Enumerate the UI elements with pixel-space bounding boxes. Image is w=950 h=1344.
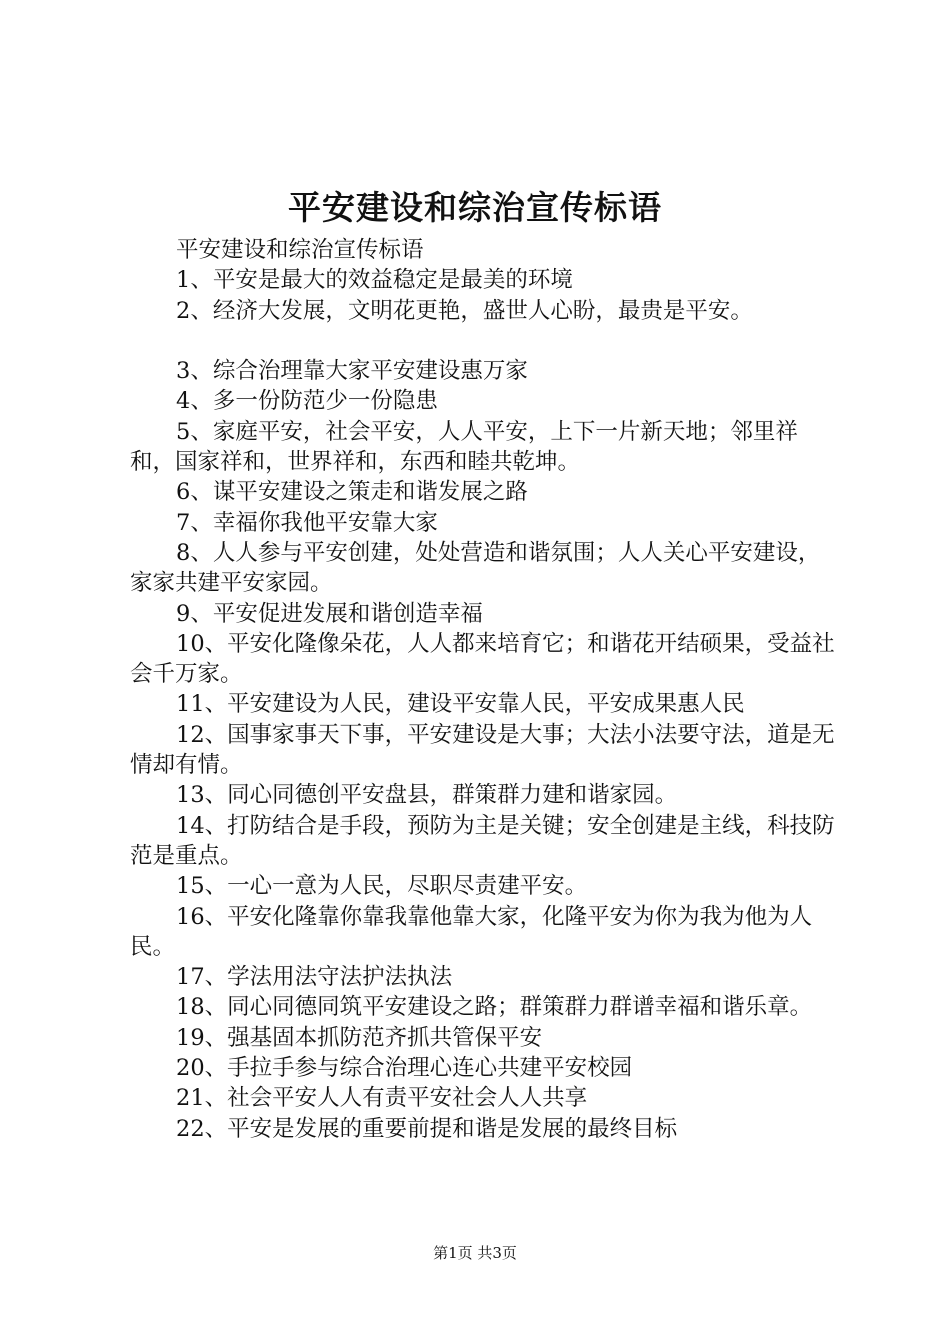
document-title: 平安建设和综治宣传标语 — [288, 188, 662, 227]
slogan-item: 22、平安是发展的重要前提和谐是发展的最终目标 — [176, 1115, 678, 1142]
slogan-item: 4、多一份防范少一份隐患 — [176, 388, 438, 415]
slogan-item: 8、人人参与平安创建，处处营造和谐氛围；人人关心平安建设，家家共建平安家园。 — [130, 539, 821, 597]
slogan-item: 16、平安化隆靠你靠我靠他靠大家，化隆平安为你为我为他为人民。 — [130, 903, 813, 960]
subtitle: 平安建设和综治宣传标语 — [176, 237, 424, 263]
slogan-item: 7、幸福你我他平安靠大家 — [176, 509, 438, 536]
slogan-item: 20、手拉手参与综合治理心连心共建平安校园 — [176, 1055, 633, 1082]
slogan-item: 1、平安是最大的效益稳定是最美的环境 — [176, 267, 573, 294]
slogan-item: 17、学法用法守法护法执法 — [176, 964, 453, 991]
slogan-item: 3、综合治理靠大家平安建设惠万家 — [176, 358, 528, 385]
slogan-item: 2、经济大发展，文明花更艳，盛世人心盼，最贵是平安。 — [176, 297, 753, 324]
slogan-item: 10、平安化隆像朵花，人人都来培育它；和谐花开结硕果，受益社会千万家。 — [130, 630, 835, 688]
slogan-item: 9、平安促进发展和谐创造幸福 — [176, 600, 483, 627]
slogan-item: 12、国事家事天下事，平安建设是大事；大法小法要守法，道是无情却有情。 — [130, 721, 835, 779]
slogan-item: 21、社会平安人人有责平安社会人人共享 — [176, 1085, 588, 1112]
slogan-item: 11、平安建设为人民，建设平安靠人民，平安成果惠人民 — [176, 691, 745, 718]
slogan-item: 5、家庭平安，社会平安，人人平安，上下一片新天地；邻里祥和，国家祥和，世界祥和，东西和睦共乾坤。 — [130, 418, 798, 476]
slogan-item: 19、强基固本抓防范齐抓共管保平安 — [176, 1024, 543, 1051]
slogan-item: 13、同心同德创平安盘县，群策群力建和谐家园。 — [176, 782, 678, 809]
blank-line — [130, 326, 840, 356]
slogan-item: 14、打防结合是手段，预防为主是关键；安全创建是主线，科技防范是重点。 — [130, 812, 835, 869]
slogan-item: 6、谋平安建设之策走和谐发展之路 — [176, 479, 528, 506]
document-body — [130, 235, 840, 1144]
slogan-item: 15、一心一意为人民，尽职尽责建平安。 — [176, 873, 588, 900]
slogan-item: 18、同心同德同筑平安建设之路；群策群力群谱幸福和谐乐章。 — [176, 994, 813, 1021]
page-footer: 第1页 共3页 — [433, 1244, 517, 1262]
